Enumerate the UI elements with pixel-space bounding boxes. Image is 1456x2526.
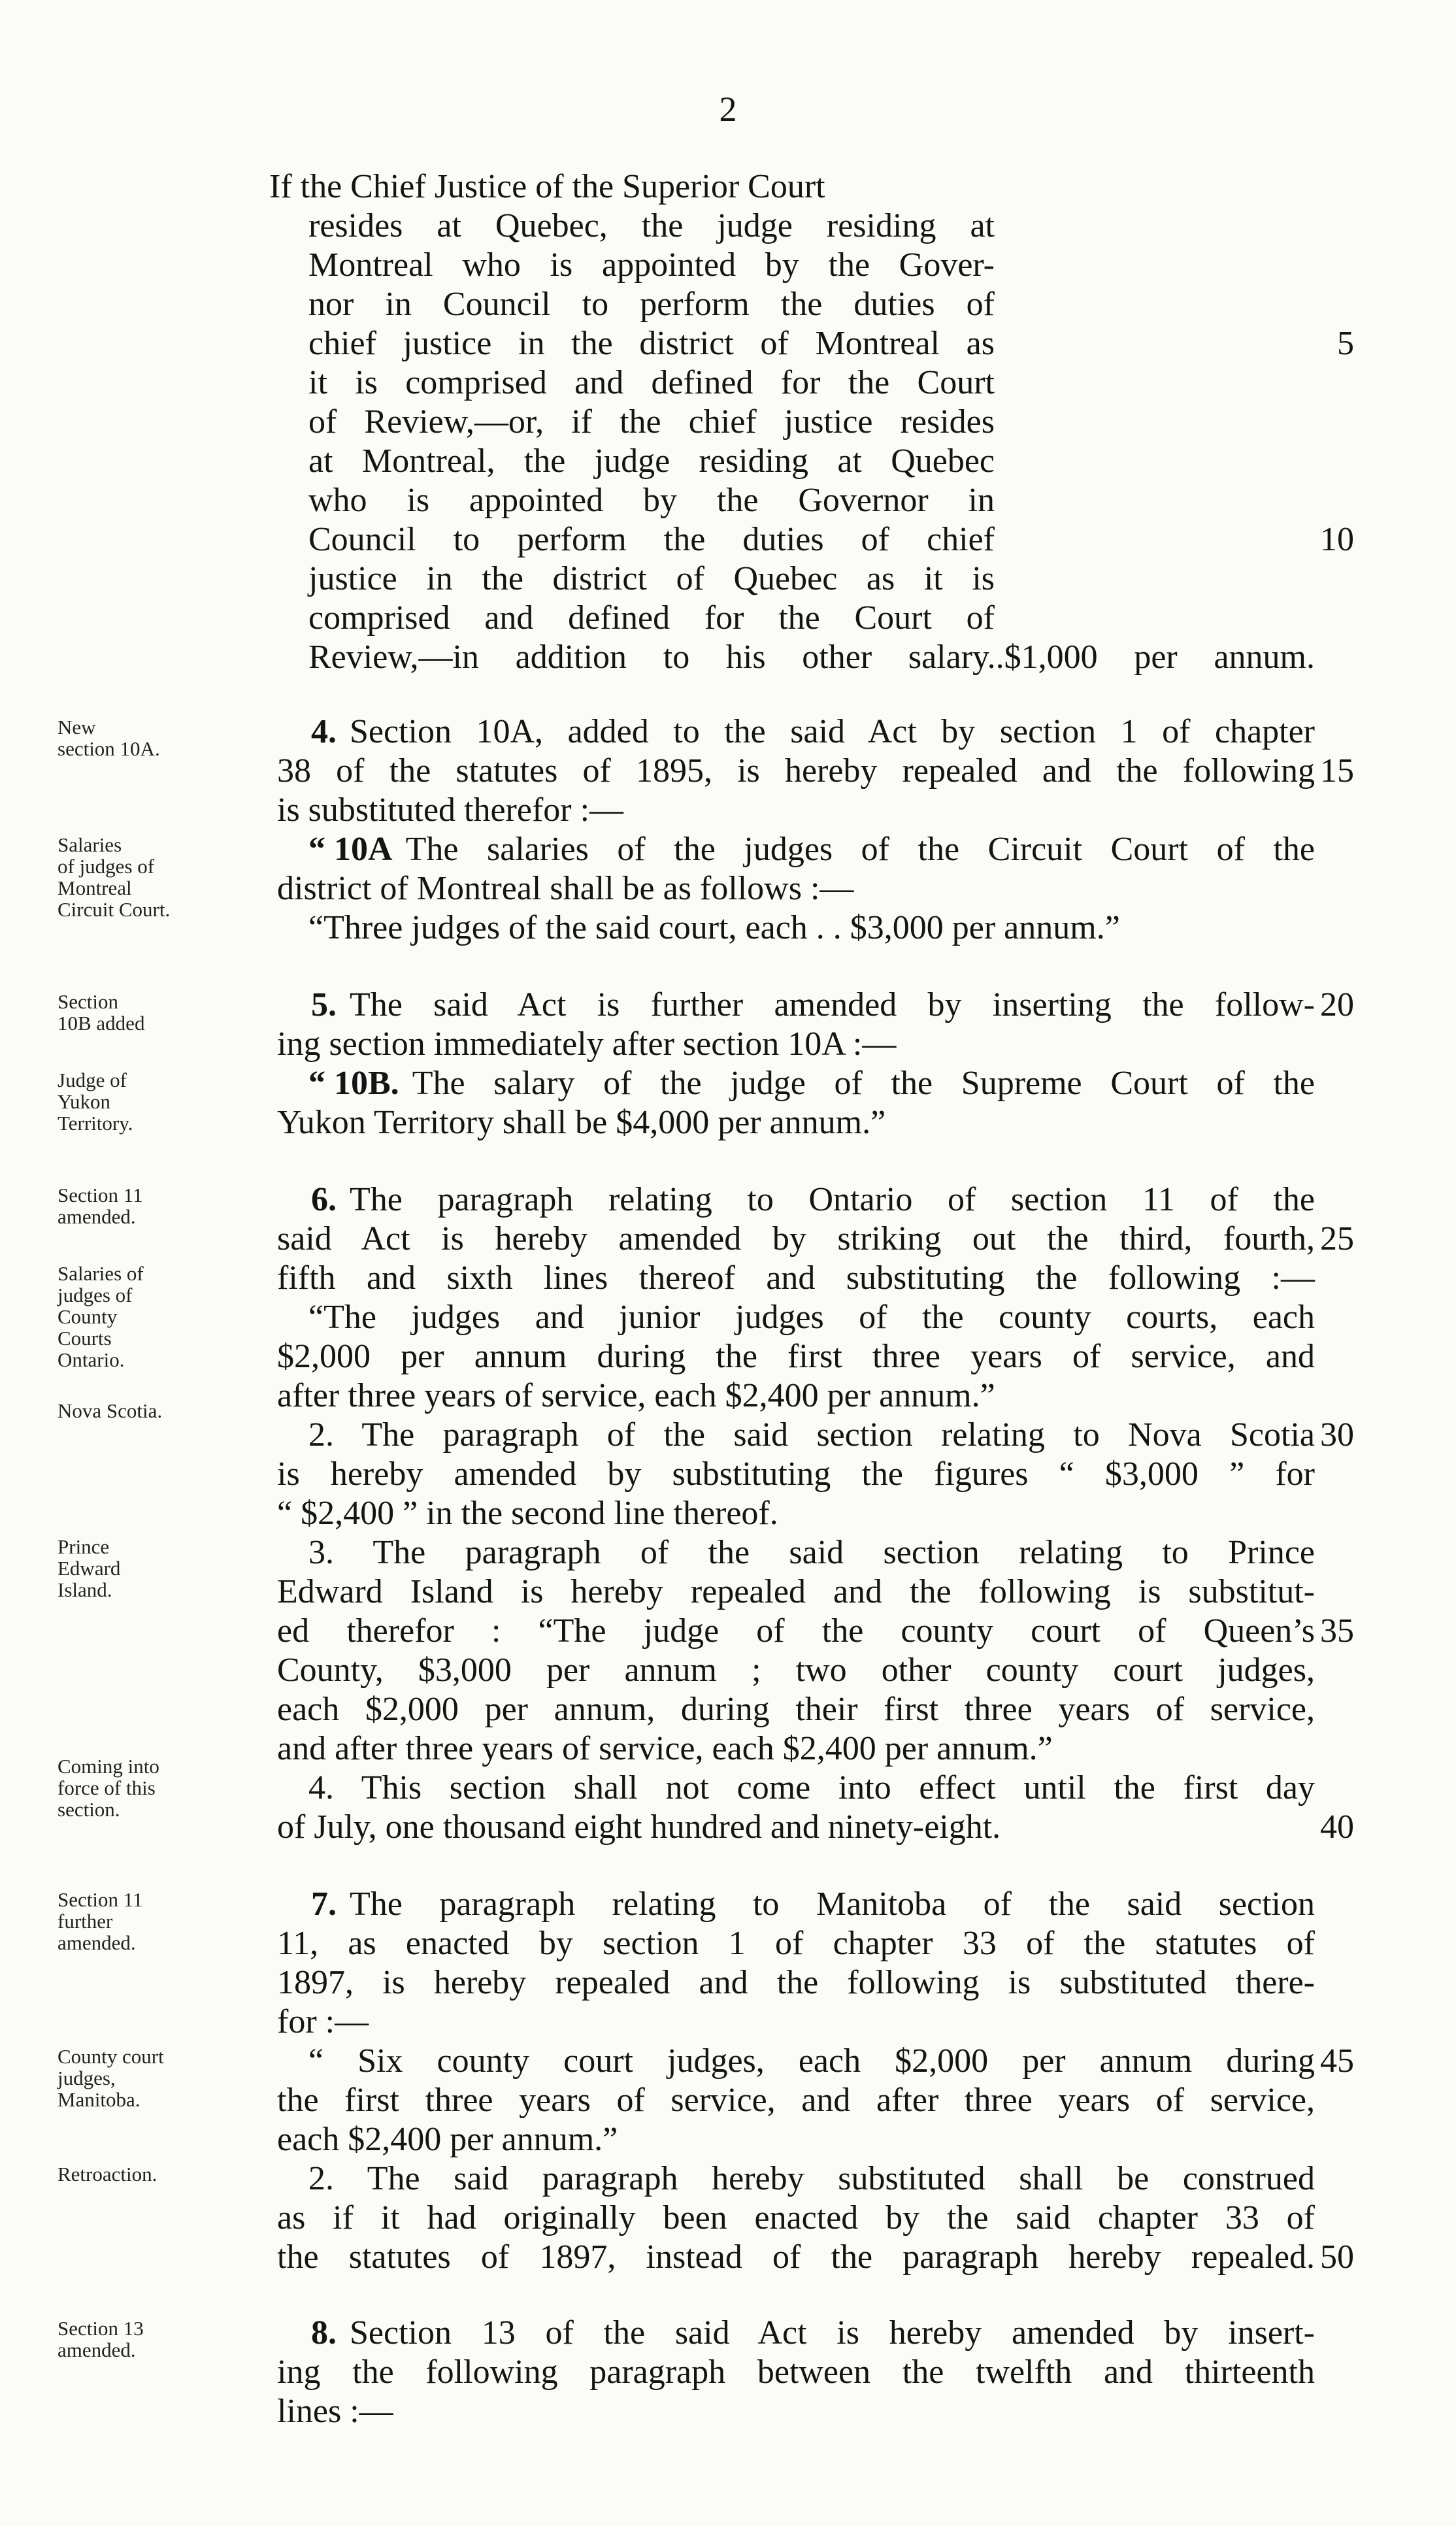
text-line: 8. Section 13 of the said Act is hereby amended by insert-: [311, 2314, 1315, 2352]
line-number: 20: [1320, 986, 1354, 1023]
margin-note-retroaction: Retroaction.: [58, 2163, 157, 2185]
text-line: 7. The paragraph relating to Manitoba of the said section: [311, 1886, 1315, 1923]
section-number: 5.: [311, 986, 337, 1023]
text-line: 11, as enacted by section 1 of chapter 33 of the statutes of: [277, 1925, 1315, 1962]
text-line: County, $3,000 per annum ; two other county court judges,: [277, 1652, 1315, 1689]
text-line: 5. The said Act is further amended by inserting the follow-: [311, 986, 1315, 1023]
text-line: who is appointed by the Governor in: [308, 482, 995, 519]
text-line: for :—: [277, 2003, 369, 2040]
text-line: is substituted therefor :—: [277, 791, 624, 829]
margin-note-county-court-manitoba: County court judges, Manitoba.: [58, 2045, 164, 2111]
text-line: comprised and defined for the Court of: [308, 599, 995, 637]
text-line: ing the following paragraph between the twelfth and thirteenth: [277, 2353, 1315, 2391]
margin-note-section-10b-added: Section 10B added: [58, 990, 145, 1035]
line-number: 5: [1337, 325, 1354, 362]
text-line: the first three years of service, and after three years of service,: [277, 2082, 1315, 2119]
text-line: as if it had originally been enacted by the said chapter 33 of: [277, 2199, 1315, 2236]
section-number: “ 10A: [308, 831, 393, 868]
text-line: 38 of the statutes of 1895, is hereby repealed and the following: [277, 752, 1315, 789]
margin-note-new-section-10a: New section 10A.: [58, 716, 160, 760]
text-line: of July, one thousand eight hundred and ninety-eight.: [277, 1808, 1001, 1846]
margin-note-salaries-circuit-court: Salaries of judges of Montreal Circuit Court.: [58, 833, 171, 921]
margin-note-section-13-amended: Section 13 amended.: [58, 2317, 144, 2361]
text-line: fifth and sixth lines thereof and substituting the following :—: [277, 1259, 1315, 1297]
text-line: each $2,400 per annum.”: [277, 2121, 618, 2158]
margin-note-coming-into-force: Coming into force of this section.: [58, 1755, 159, 1821]
text-line: after three years of service, each $2,400 per annum.”: [277, 1377, 995, 1414]
text-line: justice in the district of Quebec as it is: [308, 560, 995, 597]
text-line: district of Montreal shall be as follows :—: [277, 870, 854, 907]
text-line: Council to perform the duties of chief: [308, 521, 995, 558]
margin-note-prince-edward-island: Prince Edward Island.: [58, 1535, 121, 1601]
text-line: 6. The paragraph relating to Ontario of section 11 of the: [311, 1181, 1315, 1218]
text-line: each $2,000 per annum, during their first three years of service,: [277, 1691, 1315, 1728]
text-line: 1897, is hereby repealed and the following is substituted there-: [277, 1964, 1315, 2001]
section-number: 6.: [311, 1181, 337, 1218]
section-number: “ 10B.: [308, 1065, 399, 1102]
text-line: lines :—: [277, 2393, 393, 2430]
text-line: chief justice in the district of Montreal as: [308, 325, 995, 362]
text-line: Montreal who is appointed by the Gover-: [308, 246, 995, 284]
line-number: 40: [1320, 1808, 1354, 1846]
line-number: 50: [1320, 2238, 1354, 2276]
text-line: “ $2,400 ” in the second line thereof.: [277, 1495, 778, 1532]
text-line: “ Six county court judges, each $2,000 per annum during: [308, 2042, 1315, 2080]
line-number: 45: [1320, 2042, 1354, 2080]
text-line: of Review,—or, if the chief justice resides: [308, 403, 995, 440]
text-line: resides at Quebec, the judge residing at: [308, 207, 995, 244]
text-line: at Montreal, the judge residing at Quebec: [308, 442, 995, 480]
margin-note-section-11-amended: Section 11 amended.: [58, 1184, 143, 1228]
margin-note-nova-scotia: Nova Scotia.: [58, 1399, 163, 1422]
text-line: the statutes of 1897, instead of the paragraph hereby repealed.: [277, 2238, 1315, 2276]
section-number: 4.: [311, 713, 337, 750]
text-line: 3. The paragraph of the said section relating to Prince: [308, 1534, 1315, 1571]
text-line: “The judges and junior judges of the county courts, each: [308, 1299, 1315, 1336]
text-line: 2. The paragraph of the said section relating to Nova Scotia: [308, 1416, 1315, 1454]
text-line: Review,—in addition to his other salary..$1,000 per annum.: [308, 639, 1315, 676]
text-line: “ 10B. The salary of the judge of the Supreme Court of the: [308, 1065, 1315, 1102]
line-number: 35: [1320, 1612, 1354, 1650]
text-line: nor in Council to perform the duties of: [308, 286, 995, 323]
text-line: 4. This section shall not come into effect until the first day: [308, 1769, 1315, 1806]
text-line: If the Chief Justice of the Superior Court: [269, 168, 825, 205]
line-number: 30: [1320, 1416, 1354, 1454]
text-line: $2,000 per annum during the first three years of service, and: [277, 1338, 1315, 1375]
text-line: “Three judges of the said court, each . . $3,000 per annum.”: [308, 909, 1120, 946]
text-line: 2. The said paragraph hereby substituted shall be construed: [308, 2160, 1315, 2197]
line-number: 10: [1320, 521, 1354, 558]
text-line: Yukon Territory shall be $4,000 per annum.”: [277, 1104, 886, 1141]
page-number: 2: [719, 90, 737, 129]
text-line: said Act is hereby amended by striking out the third, fourth,: [277, 1220, 1315, 1257]
margin-note-section-11-further-amended: Section 11 further amended.: [58, 1888, 143, 1954]
line-number: 25: [1320, 1220, 1354, 1257]
line-number: 15: [1320, 752, 1354, 789]
text-line: and after three years of service, each $2,400 per annum.”: [277, 1730, 1053, 1767]
text-line: 4. Section 10A, added to the said Act by section 1 of chapter: [311, 713, 1315, 750]
margin-note-salaries-county-courts: Salaries of judges of County Courts Ontario.: [58, 1262, 144, 1371]
text-line: Edward Island is hereby repealed and the following is substitut-: [277, 1573, 1315, 1610]
margin-note-judge-yukon: Judge of Yukon Territory.: [58, 1069, 133, 1135]
text-line: ed therefor : “The judge of the county court of Queen’s: [277, 1612, 1315, 1650]
text-line: “ 10A The salaries of the judges of the Circuit Court of the: [308, 831, 1315, 868]
text-line: ing section immediately after section 10A :—: [277, 1025, 897, 1063]
text-line: is hereby amended by substituting the figures “ $3,000 ” for: [277, 1455, 1315, 1493]
text-line: it is comprised and defined for the Court: [308, 364, 995, 401]
section-number: 8.: [311, 2314, 337, 2352]
section-number: 7.: [311, 1886, 337, 1923]
